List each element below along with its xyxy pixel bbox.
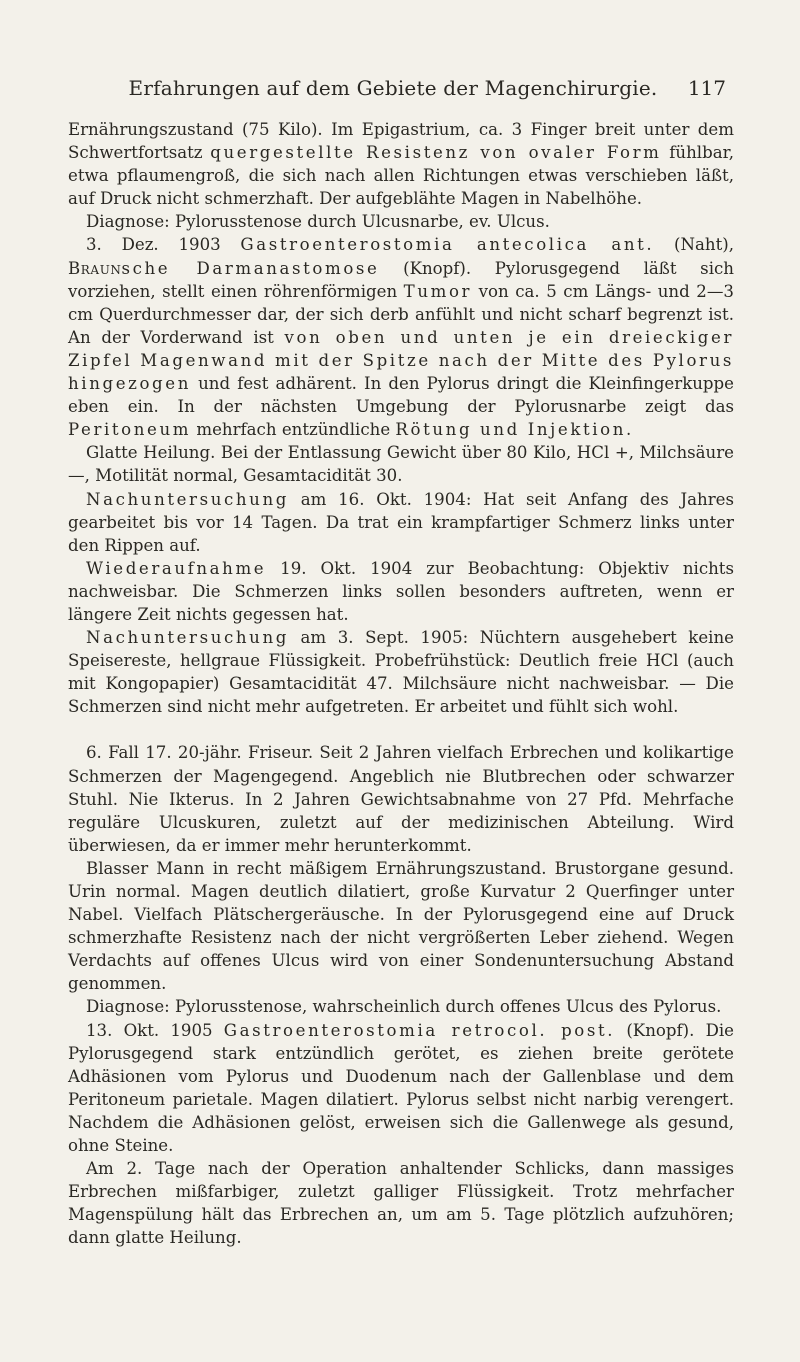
spaced-emphasis: sche Darmanastomose xyxy=(121,258,380,278)
paragraph-followup-2 xyxy=(68,626,734,718)
spaced-emphasis: Rötung und Injektion. xyxy=(395,420,634,440)
spaced-emphasis: Nachuntersuchung xyxy=(86,489,289,509)
paragraph-operation-1 xyxy=(68,233,734,441)
paragraph-readmission xyxy=(68,557,734,626)
small-caps-name: Braun xyxy=(68,258,122,278)
running-title: Erfahrungen auf dem Gebiete der Magenchirurgie. xyxy=(128,76,658,100)
paragraph-postop-course: Am 2. Tage nach der Operation anhaltender Schlicks, dann massiges Erbrechen mißfarbiger, zuletzt galliger Flüssigkeit. Trotz mehrfacher Magenspülung hält das Erbrechen an, um am 5. Tage plötzlich aufzuhören; dann glatte Heilung. xyxy=(68,1159,734,1248)
body-text xyxy=(68,118,734,1250)
text-run: am 3. Sept. 1905: Nüchtern ausgehebert keine Speisereste, hellgraue Flüssigkeit. Probefrühstück: Deutlich freie HCl (auch mit Kongopapier) Gesamtacidität 47. Milchsäure nicht nachweisbar. — Die Schmerzen sind nicht mehr aufgetreten. Er arbeitet und fühlt sich wohl. xyxy=(68,628,734,717)
paragraph-exam-findings xyxy=(68,118,734,210)
text-run: (Knopf). Die Pylorusgegend stark entzündlich gerötet, es ziehen breite gerötete Adhäsionen vom Pylorus und Duodenum nach der Gallenblase und dem Peritoneum parietale. Magen dilatiert. Pylorus selbst nicht narbig verengert. Nachdem die Adhäsionen gelöst, erweisen sich die Gallenwege als gesund, ohne Steine. xyxy=(68,1020,735,1156)
paragraph-followup-1 xyxy=(68,488,734,557)
text-run: mehrfach entzündliche xyxy=(191,420,396,440)
text-run: Ernährungszustand (75 Kilo). Im Epigastrium, ca. 3 Finger breit unter dem Schwertfortsatz xyxy=(68,120,734,163)
text-run: am 16. Okt. 1904: Hat seit Anfang des Jahres gearbeitet bis vor 14 Tagen. Da trat ein krampfartiger Schmerz links unter den Rippen auf. xyxy=(68,489,734,555)
text-run: (Knopf). Pylorusgegend läßt sich vorziehen, stellt einen röhrenförmigen xyxy=(68,258,734,301)
text-run: fühlbar, etwa pflaumengroß, die sich nach allen Richtungen etwas verschieben läßt, auf Druck nicht schmerzhaft. Der aufgeblähte Magen in Nabelhöhe. xyxy=(68,143,734,209)
text-run: und fest adhärent. In den Pylorus dringt die Kleinfingerkuppe eben ein. In der nächsten Umgebung der Pylorusnarbe zeigt das xyxy=(68,374,734,417)
spaced-emphasis: Nachuntersuchung xyxy=(86,628,289,648)
spaced-emphasis: Gastroenterostomia antecolica ant. xyxy=(240,235,655,255)
spaced-emphasis: von oben und unten je ein dreieckiger Zipfel Magenwand mit der Spitze nach der Mitte des Pylorus hingezogen xyxy=(68,327,734,394)
spaced-emphasis: Wiederaufnahme xyxy=(86,558,267,578)
text-run: (Naht), xyxy=(654,235,734,255)
page-header xyxy=(120,76,726,110)
spaced-emphasis: Tumor xyxy=(403,281,473,301)
paragraph-diagnosis-2: Diagnose: Pylorusstenose, wahrscheinlich durch offenes Ulcus des Pylorus. xyxy=(86,997,722,1017)
spaced-emphasis: Gastroenterostomia retrocol. post. xyxy=(223,1020,616,1040)
spaced-emphasis: Peritoneum xyxy=(68,420,192,440)
paragraph-case-6-history: 6. Fall 17. 20-jähr. Friseur. Seit 2 Jahren vielfach Erbrechen und kolikartige Schmerzen der Magengegend. Angeblich nie Blutbrechen oder schwarzer Stuhl. Nie Ikterus. In 2 Jahren Gewichtsabnahme von 27 Pfd. Mehrfache reguläre Ulcuskuren, zuletzt auf der medizinischen Abteilung. Wird überwiesen, da er immer mehr herunterkommt. xyxy=(68,743,734,855)
paragraph-healing-1: Glatte Heilung. Bei der Entlassung Gewicht über 80 Kilo, HCl +, Milchsäure —, Motilität normal, Gesamtacidität 30. xyxy=(68,443,734,486)
paragraph-operation-2 xyxy=(68,1019,734,1158)
text-run: von ca. 5 cm Längs- und 2—3 cm Querdurchmesser dar, der sich derb anfühlt und nicht scharf begrenzt ist. An der Vorderwand ist xyxy=(68,281,734,347)
text-run: 3. Dez. 1903 xyxy=(86,235,241,255)
paragraph-case-6-exam: Blasser Mann in recht mäßigem Ernährungszustand. Brustorgane gesund. Urin normal. Magen deutlich dilatiert, große Kurvatur 2 Querfinger unter Nabel. Vielfach Plätschergeräusche. In der Pylorusgegend eine auf Druck schmerzhafte Resistenz nach der nicht vergrößerten Leber ziehend. Wegen Verdachts auf offenes Ulcus wird von einer Sondenuntersuchung Abstand genommen. xyxy=(68,858,734,994)
text-run: 19. Okt. 1904 zur Beobachtung: Objektiv nichts nachweisbar. Die Schmerzen links sollen besonders auftreten, wenn er längere Zeit nichts gegessen hat. xyxy=(68,558,734,624)
page-number: 117 xyxy=(687,76,726,100)
paragraph-diagnosis-1: Diagnose: Pylorusstenose durch Ulcusnarbe, ev. Ulcus. xyxy=(86,212,550,232)
spaced-emphasis: quergestellte Resistenz von ovaler Form xyxy=(210,143,662,163)
text-run: 13. Okt. 1905 xyxy=(86,1020,224,1040)
